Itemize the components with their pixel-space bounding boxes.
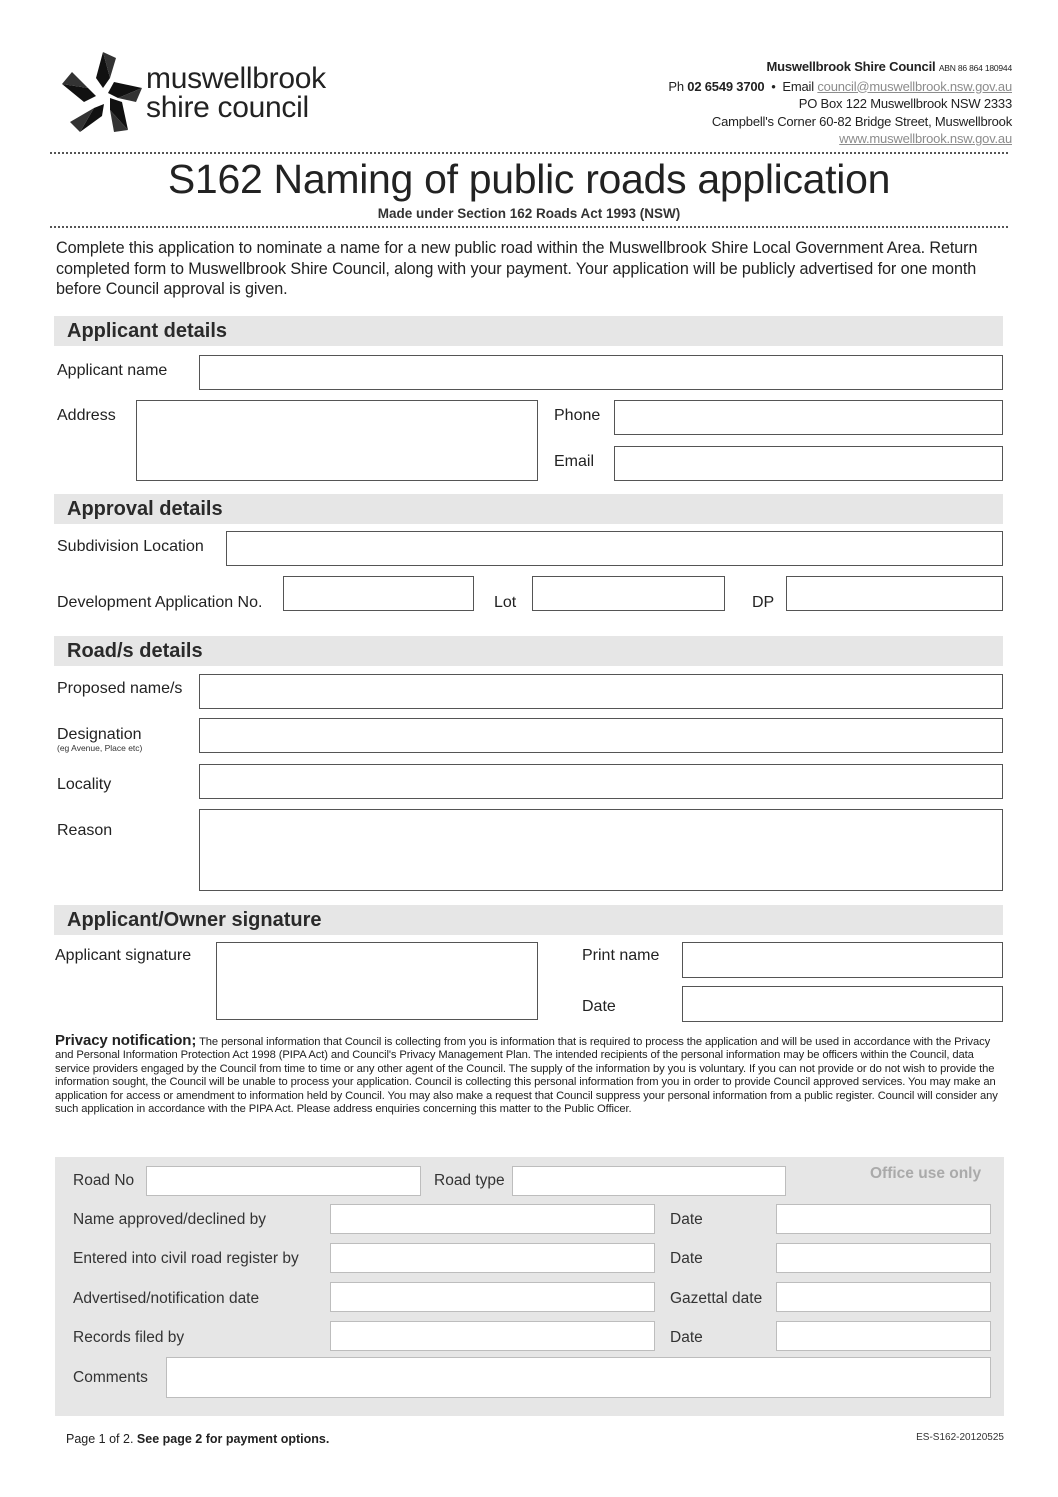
signature-date-label: Date [582, 998, 616, 1015]
designation-label: Designation [57, 726, 142, 743]
proposed-names-field[interactable] [199, 674, 1003, 709]
dp-field[interactable] [786, 576, 1003, 611]
road-type-label: Road type [434, 1172, 505, 1189]
intro-text: Complete this application to nominate a name for a new public road within the Muswellbrook Shire Local Government Area. Return completed form to Muswellbrook Shire Council, along with your payment. Your application will be publicly advertised for one month before Council approval is given. [56, 239, 978, 298]
da-number-field[interactable] [283, 576, 474, 611]
signature-section-title: Applicant/Owner signature [67, 909, 322, 931]
email-field[interactable] [614, 446, 1003, 481]
road-no-field[interactable] [146, 1166, 421, 1196]
contact-block: Muswellbrook Shire Council ABN 86 864 180944 Ph 02 6549 3700 • Email council@muswellbrook.nsw.gov.au PO Box 122 Muswellbrook NSW 2333 Campbell's Corner 60-82 Bridge Street, Muswellbrook www.muswellbrook.nsw.gov.au [668, 59, 1012, 146]
gazettal-date-field[interactable] [776, 1282, 991, 1312]
abn: ABN 86 864 180944 [938, 63, 1012, 73]
locality-label: Locality [57, 776, 112, 793]
page-subtitle: Made under Section 162 Roads Act 1993 (NSW) [377, 206, 681, 221]
designation-hint: (eg Avenue, Place etc) [57, 743, 143, 753]
office-use-only-label: Office use only [870, 1165, 982, 1182]
website-link[interactable]: www.muswellbrook.nsw.gov.au [839, 131, 1012, 146]
page-footer [66, 1432, 329, 1446]
email-label: Email [782, 78, 814, 94]
dp-label: DP [752, 594, 775, 611]
logo-line-1: muswellbrook [146, 62, 326, 95]
address-field[interactable] [136, 400, 538, 481]
subdivision-label: Subdivision Location [57, 538, 204, 555]
road-type-field[interactable] [512, 1166, 786, 1196]
phone-number: 02 6549 3700 [687, 78, 765, 94]
phone-label: Phone [554, 407, 601, 424]
signature-date-field[interactable] [682, 986, 1003, 1022]
advertised-date-field[interactable] [330, 1282, 655, 1312]
locality-field[interactable] [199, 764, 1003, 799]
header-divider [50, 152, 1008, 154]
applicant-section-title: Applicant details [67, 320, 228, 342]
title-divider [50, 226, 1008, 228]
print-name-label: Print name [582, 947, 660, 964]
logo-line-2: shire council [146, 91, 309, 124]
form-code: ES-S162-20120525 [916, 1432, 1004, 1443]
signature-field[interactable] [216, 942, 538, 1020]
address-label: Address [57, 407, 116, 424]
subdivision-field[interactable] [226, 531, 1003, 566]
phone-label: Ph [668, 78, 684, 94]
privacy-title: Privacy notification; [55, 1032, 197, 1049]
roads-section-title: Road/s details [67, 640, 203, 662]
records-filed-field[interactable] [330, 1321, 655, 1351]
records-filed-label: Records filed by [73, 1329, 185, 1346]
name-approved-field[interactable] [330, 1204, 655, 1234]
advertised-date-label: Advertised/notification date [73, 1290, 260, 1307]
comments-field[interactable] [166, 1357, 991, 1398]
privacy-text: The personal information that Council is collecting from you is information that is required to process the application and will be used in accordance with the Privacy and Personal Information Protection Act 1998 (PIPA Act) and Council's Privacy Management Plan. The intended recipients of the personal information may be officers within the Council, data service providers engaged by the Council from time to time or any other agent of the Council. The supply of the information by you is voluntary. If you can not provide or do not wish to provide the information sought, the Council will be unable to process your application. Council is collecting this personal information from you in order to provide Council approved services. You may make an application for access or amendment to information held by Council. You may also make a request that Council suppress your personal information from a public register. Council will consider any such application in accordance with the PIPA Act. Please address enquiries concerning this matter to the Public Officer. [55, 1036, 998, 1116]
approved-date-field[interactable] [776, 1204, 991, 1234]
approved-date-label: Date [670, 1211, 703, 1228]
lot-field[interactable] [532, 576, 725, 611]
email-label: Email [554, 453, 595, 470]
entered-date-label: Date [670, 1250, 703, 1267]
entered-register-label: Entered into civil road register by [73, 1250, 299, 1267]
da-number-label: Development Application No. [57, 594, 263, 611]
designation-field[interactable] [199, 718, 1003, 753]
entered-date-field[interactable] [776, 1243, 991, 1273]
records-date-field[interactable] [776, 1321, 991, 1351]
council-name: Muswellbrook Shire Council [766, 59, 936, 74]
street-address: Campbell's Corner 60-82 Bridge Street, Muswellbrook [711, 113, 1012, 129]
records-date-label: Date [670, 1329, 703, 1346]
print-name-field[interactable] [682, 942, 1003, 978]
lot-label: Lot [494, 594, 517, 611]
reason-label: Reason [57, 822, 113, 839]
page-number: Page 1 of 2. [66, 1432, 134, 1446]
approval-section-title: Approval details [67, 498, 223, 520]
applicant-name-field[interactable] [199, 355, 1003, 390]
reason-field[interactable] [199, 809, 1003, 891]
comments-label: Comments [73, 1369, 148, 1386]
page-title: S162 Naming of public roads application [167, 156, 891, 202]
name-approved-label: Name approved/declined by [73, 1211, 267, 1228]
logo-wordmark [146, 64, 326, 122]
po-box: PO Box 122 Muswellbrook NSW 2333 [798, 96, 1012, 111]
applicant-name-label: Applicant name [57, 362, 168, 379]
phone-field[interactable] [614, 400, 1003, 435]
payment-note: See page 2 for payment options. [136, 1432, 330, 1446]
council-logo-icon [58, 48, 148, 138]
road-no-label: Road No [73, 1172, 135, 1189]
signature-label: Applicant signature [55, 947, 192, 964]
privacy-notification [55, 1034, 1005, 1116]
proposed-names-label: Proposed name/s [57, 680, 183, 697]
email-link[interactable]: council@muswellbrook.nsw.gov.au [817, 78, 1012, 94]
gazettal-date-label: Gazettal date [670, 1290, 763, 1307]
entered-register-field[interactable] [330, 1243, 655, 1273]
